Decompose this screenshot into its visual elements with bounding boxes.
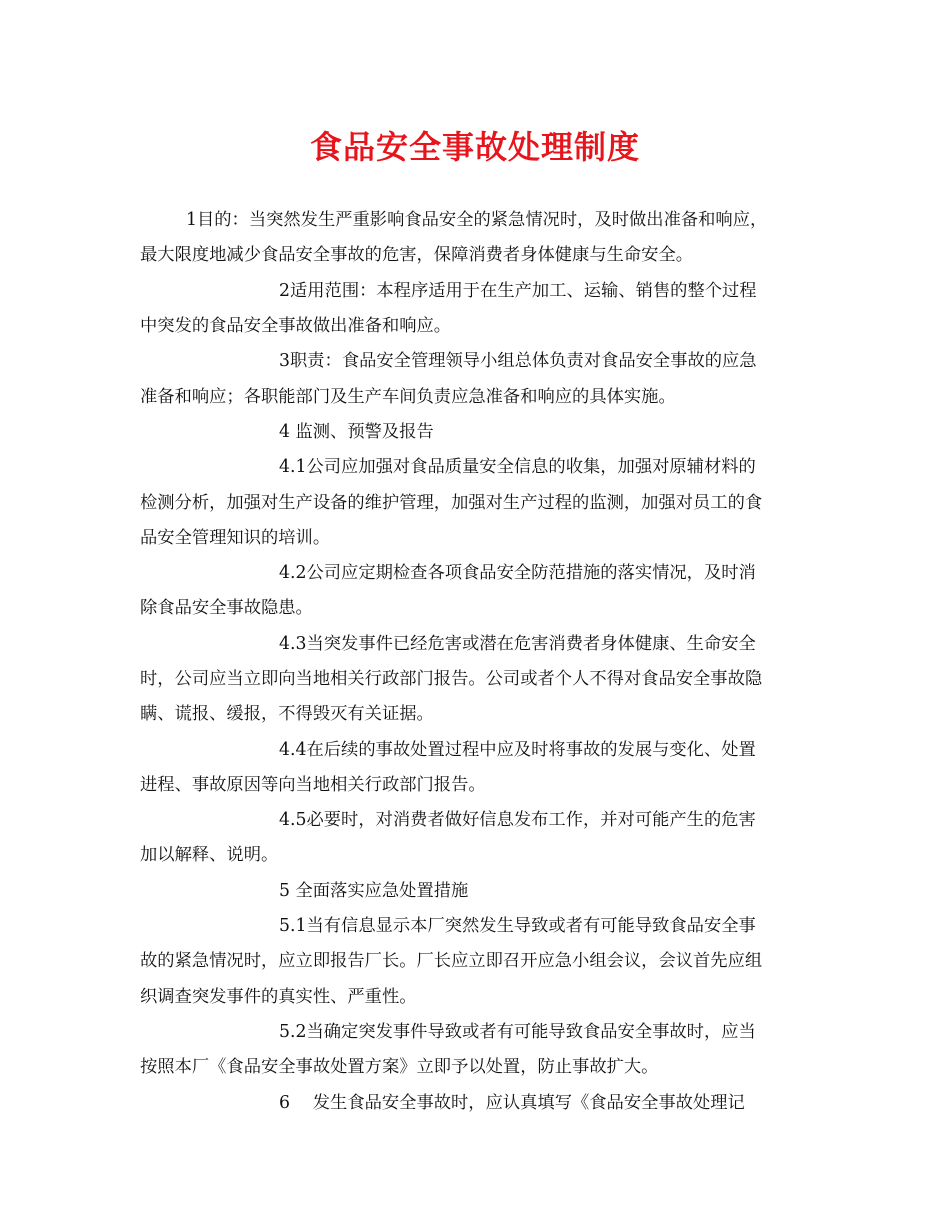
paragraph-line: 5.2当确定突发事件导致或者有可能导致食品安全事故时，应当 bbox=[279, 1022, 756, 1042]
paragraph-line: 检测分析，加强对生产设备的维护管理，加强对生产过程的监测，加强对员工的食 bbox=[140, 493, 763, 513]
paragraph-line: 4.2公司应定期检查各项食品安全防范措施的落实情况，及时消 bbox=[279, 563, 756, 583]
paragraph-line: 中突发的食品安全事故做出准备和响应。 bbox=[140, 316, 452, 336]
paragraph-line: 3职责：食品安全管理领导小组总体负责对食品安全事故的应急 bbox=[279, 351, 757, 371]
paragraph-line: 2适用范围：本程序适用于在生产加工、运输、销售的整个过程 bbox=[279, 281, 757, 301]
paragraph-line: 时，公司应当立即向当地相关行政部门报告。公司或者个人不得对食品安全事故隐 bbox=[140, 669, 763, 689]
paragraph-line: 瞒、谎报、缓报，不得毁灭有关证据。 bbox=[140, 704, 434, 724]
paragraph-line: 4.3当突发事件已经危害或潜在危害消费者身体健康、生命安全 bbox=[279, 634, 756, 654]
paragraph-line: 准备和响应；各职能部门及生产车间负责应急准备和响应的具体实施。 bbox=[140, 387, 676, 407]
paragraph-line: 品安全管理知识的培训。 bbox=[140, 528, 331, 548]
document-title: 食品安全事故处理制度 bbox=[309, 128, 640, 166]
paragraph-line: 最大限度地减少食品安全事故的危害，保障消费者身体健康与生命安全。 bbox=[140, 245, 694, 265]
paragraph-line: 6 发生食品安全事故时，应认真填写《食品安全事故处理记 bbox=[279, 1093, 745, 1113]
paragraph-line: 4.5必要时，对消费者做好信息发布工作，并对可能产生的危害 bbox=[279, 810, 756, 830]
section-heading: 4 监测、预警及报告 bbox=[279, 422, 434, 442]
paragraph-line: 按照本厂《食品安全事故处置方案》立即予以处置，防止事故扩大。 bbox=[140, 1057, 659, 1077]
paragraph-line: 故的紧急情况时，应立即报告厂长。厂长应立即召开应急小组会议，会议首先应组 bbox=[140, 951, 763, 971]
paragraph-line: 5.1当有信息显示本厂突然发生导致或者有可能导致食品安全事 bbox=[279, 916, 756, 936]
paragraph-line: 加以解释、说明。 bbox=[140, 845, 279, 865]
paragraph-line: 4.1公司应加强对食品质量安全信息的收集，加强对原辅材料的 bbox=[279, 457, 756, 477]
paragraph-line: 进程、事故原因等向当地相关行政部门报告。 bbox=[140, 775, 486, 795]
paragraph-line: 除食品安全事故隐患。 bbox=[140, 598, 313, 618]
section-heading: 5 全面落实应急处置措施 bbox=[279, 881, 469, 901]
paragraph-line: 4.4在后续的事故处置过程中应及时将事故的发展与变化、处置 bbox=[279, 740, 756, 760]
paragraph-line: 织调查突发事件的真实性、严重性。 bbox=[140, 987, 417, 1007]
paragraph-line: 1目的：当突然发生严重影响食品安全的紧急情况时，及时做出准备和响应， bbox=[186, 210, 768, 230]
